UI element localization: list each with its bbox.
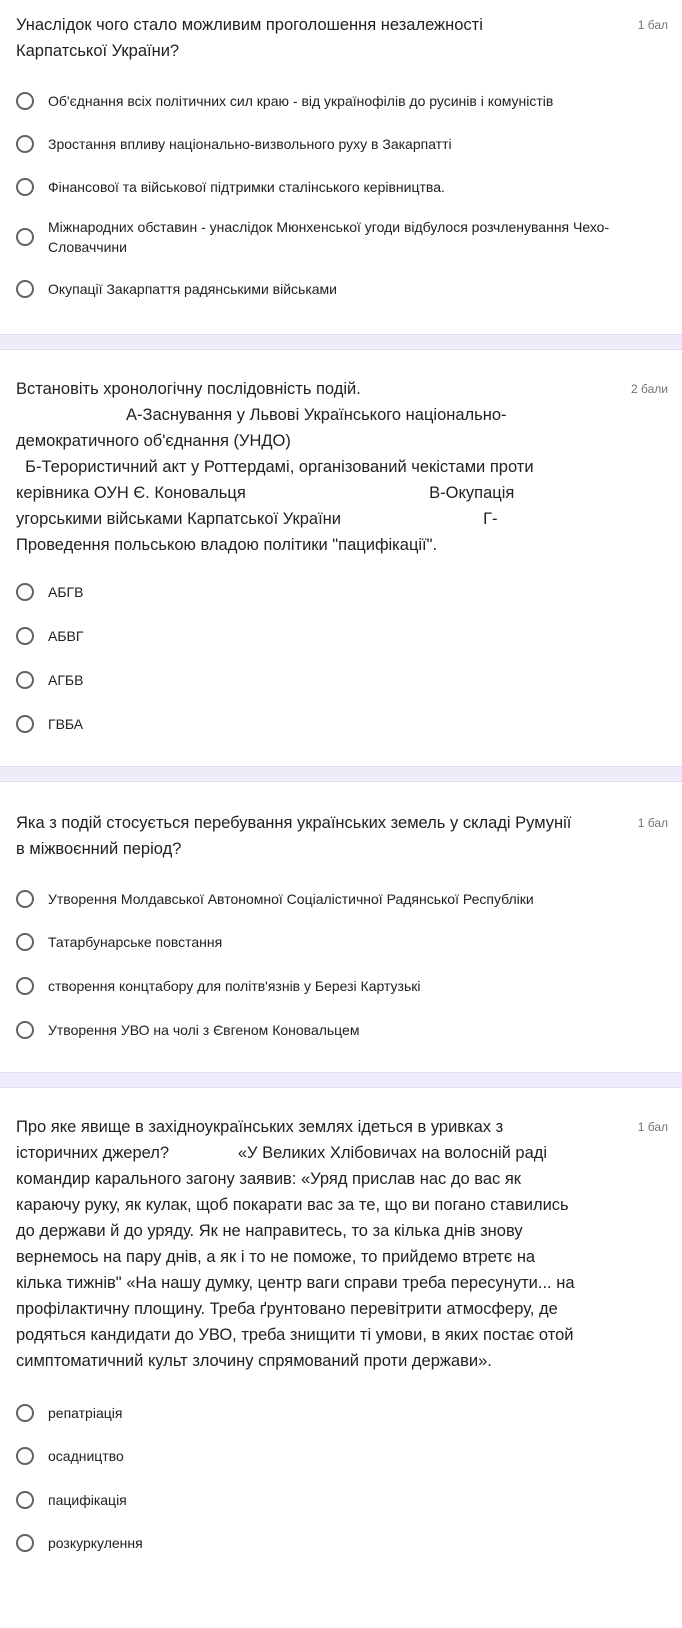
answer-option[interactable]: [16, 134, 672, 154]
radio-button[interactable]: [16, 92, 34, 110]
answer-option[interactable]: [16, 626, 672, 646]
option-label: Об'єднання всіх політичних сил краю - від українофілів до русинів і комуністів: [48, 93, 554, 109]
answer-option[interactable]: [16, 1490, 672, 1510]
answer-option[interactable]: [16, 1020, 672, 1040]
answer-option[interactable]: [16, 976, 672, 996]
section-divider: [0, 334, 682, 350]
option-label: Зростання впливу національно-визвольного руху в Закарпатті: [48, 136, 452, 152]
answer-option[interactable]: [16, 91, 672, 111]
radio-button[interactable]: [16, 671, 34, 689]
question-points: 1 бал: [637, 18, 668, 32]
option-label: Утворення УВО на чолі з Євгеном Коновальцем: [48, 1022, 360, 1038]
radio-button[interactable]: [16, 1491, 34, 1509]
question-text: Про яке явище в західноукраїнських землях ідеться в уривках з історичних джерел? «У Великих Хлібовичах на волосній раді командир карального загону заявив: «Уряд прислав нас до вас як караючу руку, як кулак, щоб покарати вас за те, що ви погано ставились до держави й до уряду. Як не направитесь, то за кілька днів знову вернемось на пару днів, а як і то не поможе, то прийдемо втретє на кілька тижнів" «На нашу думку, центр ваги справи треба пересунути... на профілактичну площину. Треба ґрунтовано перевітрити атмосферу, де родяться кандидати до УВО, треба знищити ті умови, в яких постає отой симптоматичний культ злочину спрямований проти держави».: [16, 1118, 575, 1370]
question-points: 1 бал: [637, 816, 668, 830]
answer-option[interactable]: [16, 279, 672, 299]
option-label: Окупації Закарпаття радянськими військами: [48, 281, 338, 297]
option-label: Утворення Молдавської Автономної Соціалістичної Радянської Республіки: [48, 891, 534, 907]
option-label: пацифікація: [48, 1492, 127, 1508]
radio-button[interactable]: [16, 583, 34, 601]
answer-option[interactable]: [16, 582, 672, 602]
radio-button[interactable]: [16, 977, 34, 995]
radio-button[interactable]: [16, 1534, 34, 1552]
answer-option[interactable]: [16, 177, 672, 197]
option-label: Татарбунарське повстання: [48, 934, 223, 950]
radio-button[interactable]: [16, 933, 34, 951]
question-points: 2 бали: [631, 382, 668, 396]
option-label: репатріація: [48, 1405, 123, 1421]
radio-button[interactable]: [16, 228, 34, 246]
question-card-3: [0, 782, 682, 1072]
answer-option[interactable]: [16, 1533, 672, 1553]
radio-button[interactable]: [16, 890, 34, 908]
answer-option[interactable]: [16, 889, 672, 909]
question-text: Яка з подій стосується перебування українських земель у складі Румунії в міжвоєнний період?: [16, 814, 572, 858]
question-card-4: [0, 1088, 682, 1588]
question-text: Унаслідок чого стало можливим проголошення незалежності Карпатської України?: [16, 16, 483, 60]
radio-button[interactable]: [16, 178, 34, 196]
option-label: Фінансової та військової підтримки сталінського керівництва.: [48, 179, 445, 195]
answer-option[interactable]: [16, 1403, 672, 1423]
option-label: створення концтабору для політв'язнів у Березі Картузькі: [48, 978, 421, 994]
radio-button[interactable]: [16, 715, 34, 733]
option-label: осадництво: [48, 1448, 124, 1464]
section-divider: [0, 766, 682, 782]
question-points: 1 бал: [637, 1120, 668, 1134]
section-divider: [0, 1072, 682, 1088]
answer-option[interactable]: [16, 217, 672, 257]
answer-option[interactable]: [16, 714, 672, 734]
radio-button[interactable]: [16, 135, 34, 153]
option-label: розкуркулення: [48, 1535, 143, 1551]
answer-option[interactable]: [16, 670, 672, 690]
option-label: АБГВ: [48, 584, 84, 600]
question-card-1: [0, 0, 682, 334]
option-label: Міжнародних обставин - унаслідок Мюнхенської угоди відбулося розчленування Чехо-Словаччини: [48, 219, 610, 255]
question-text: Встановіть хронологічну послідовність подій. А-Заснування у Львові Українського національно- демократичного об'єднання (УНДО) Б-Терористичний акт у Роттердамі, організований чекістами проти керівника ОУН Є. Коновальця В-Окупація угорськими військами Карпатської України Г- Проведення польською владою політики "пацифікації".: [16, 380, 534, 554]
radio-button[interactable]: [16, 280, 34, 298]
answer-option[interactable]: [16, 932, 672, 952]
answer-option[interactable]: [16, 1446, 672, 1466]
radio-button[interactable]: [16, 627, 34, 645]
option-label: АБВГ: [48, 628, 84, 644]
option-label: ГВБА: [48, 716, 84, 732]
option-label: АГБВ: [48, 672, 84, 688]
question-card-2: [0, 350, 682, 766]
radio-button[interactable]: [16, 1404, 34, 1422]
radio-button[interactable]: [16, 1447, 34, 1465]
radio-button[interactable]: [16, 1021, 34, 1039]
